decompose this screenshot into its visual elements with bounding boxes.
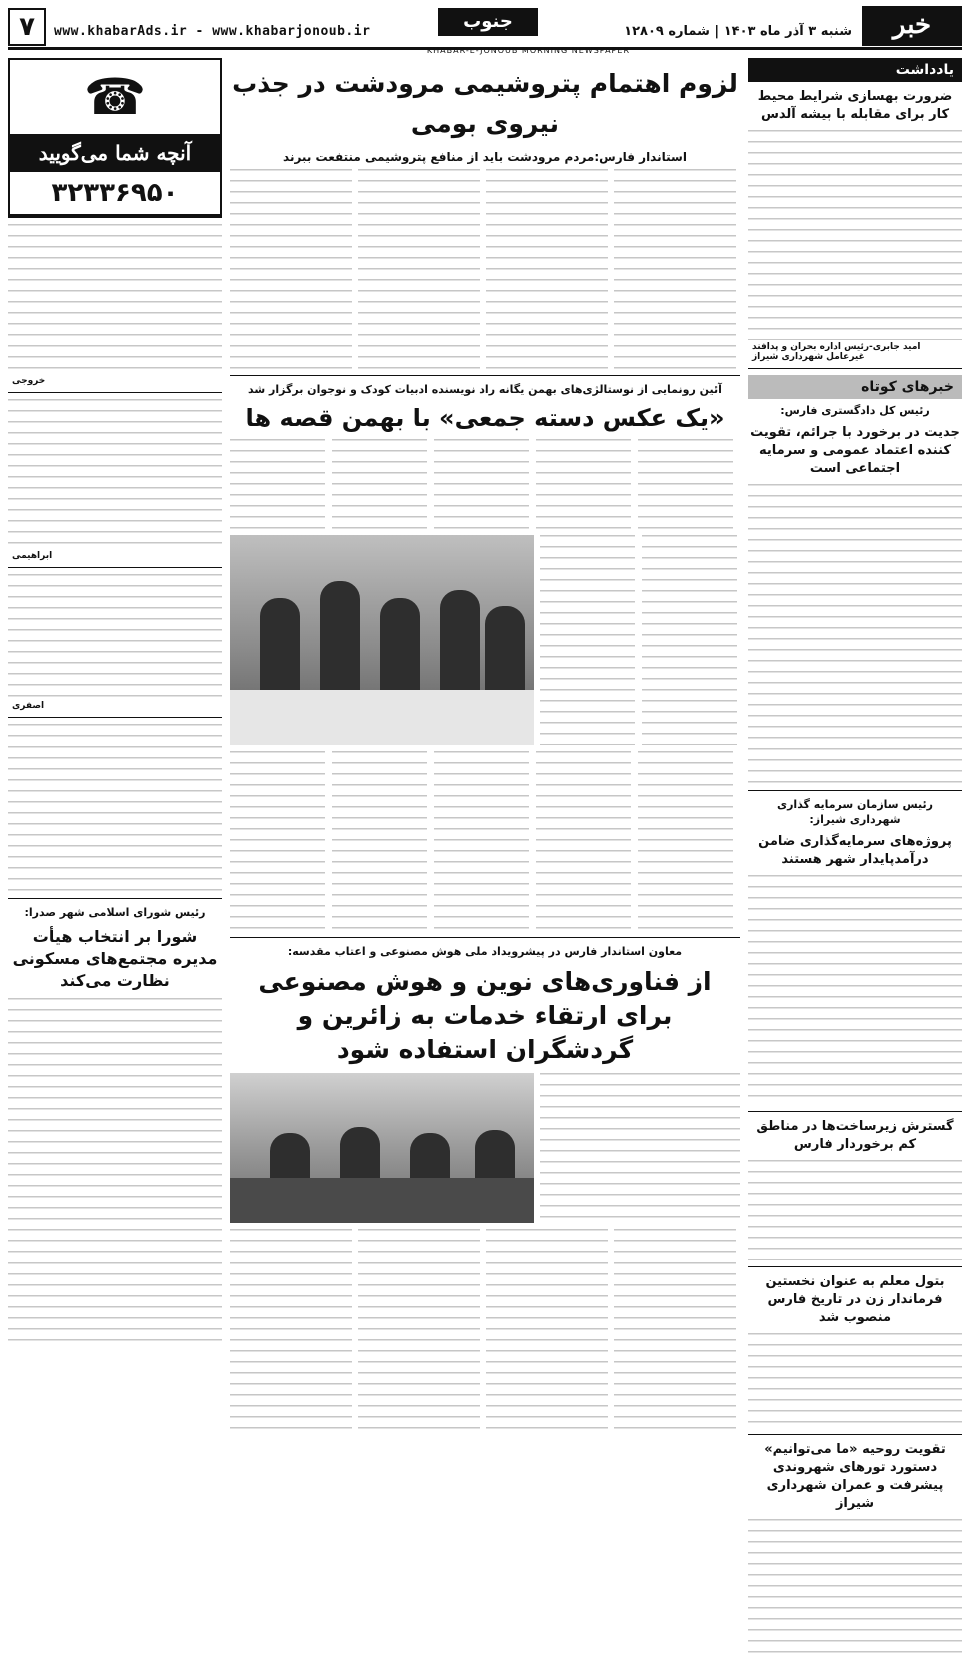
story2-headline: «یک عکس دسته جمعی» با بهمن قصه ها [245,404,725,432]
lead-subhead: استاندار فارس:مردم مرودشت باید از منافع پتروشیمی منتفعت ببرند [283,150,687,164]
left-column [8,58,222,1428]
logo-subtitle: KHABAR-E-JONOUB MORNING NEWSPAPER [426,46,630,55]
telephone-icon: ☎ [10,60,220,134]
story2-kicker: آئین رونمایی از نوستالژی‌های بهمن یگانه راد نویسنده ادبیات کودک و نوجوان برگزار شد [248,383,722,396]
brief2-body [748,875,962,1105]
main-column [230,58,740,1428]
brief1-kicker: رئیس کل دادگستری فارس: [780,404,930,417]
brief-header: خبرهای کوتاه [748,375,962,399]
story3-body [230,1229,740,1434]
story2-body-bottom [230,751,740,931]
brief3-body [748,1160,962,1260]
council-body [8,998,222,1343]
brief1-body [748,484,962,784]
lead-headline: لزوم اهتمام پتروشیمی مرودشت در جذب نیروی بومی [232,69,738,138]
ad-phone-number[interactable]: ۳۲۳۳۶۹۵۰ [10,172,220,216]
feedback-sign-1: خروجی [12,376,46,386]
story3-headline: از فناوری‌های نوین و هوش مصنوعی برای ارتقاء خدمات به زائرین و گردشگران استفاده شود [258,967,712,1064]
site-url[interactable]: www.khabarAds.ir - www.khabarjonoub.ir [54,24,371,39]
brief2-kicker: رئیس سازمان سرمایه گذاری شهرداری شیراز: [777,798,933,826]
brief5-headline: تقویت روحیه «ما می‌توانیم» دستورد تورهای شهروندی پیشرفت و عمران شهرداری شیراز [764,1442,946,1511]
conference-photo [230,1073,534,1223]
brief3-headline: گسترش زیرساخت‌ها در مناطق کم برخوردار فارس [756,1119,954,1152]
story3-body-side [540,1073,740,1223]
feedback-sign-2: ابراهیمی [12,551,53,561]
reader-feedback-ad [8,58,222,218]
note-headline: ضرورت بهسازی شرایط محیط کار برای مقابله با بیشه آلدس [757,89,953,122]
lead-body [230,169,740,369]
story2-body-top [230,439,740,531]
note-signature: امید جابری-رئیس اداره بحران و پدافند غیرعامل شهرداری شیراز [752,342,921,362]
note-header: یادداشت [748,58,962,82]
brief4-headline: بتول معلم به عنوان نخستین فرماندار زن در تاریخ فارس منصوب شد [765,1274,945,1325]
section-label: جنوب [438,8,538,36]
story2-body-side [540,535,740,745]
masthead [8,6,962,50]
brief5-body [748,1519,962,1659]
feedback-item-3 [8,574,222,699]
newspaper-logo: خبر [862,6,962,46]
right-column [748,58,962,1511]
brief2-headline: پروژه‌های سرمایه‌گذاری ضامن درآمدپایدار شهر هستند [758,834,952,867]
council-headline: شورا بر انتخاب هیأت مدیره مجتمع‌های مسکونی نظارت می‌کند [12,927,218,990]
brief1-headline: جدیت در برخورد با جرائم، تقویت کننده اعتماد عمومی و سرمایه اجتماعی است [750,425,960,476]
feedback-item-2 [8,399,222,549]
note-body [748,130,962,340]
feedback-item-1 [8,224,222,374]
ad-title: آنچه شما می‌گویید [10,134,220,172]
council-kicker: رئیس شورای اسلامی شهر صدرا: [24,906,206,919]
left-continued-text [8,724,222,892]
story3-kicker: معاون استاندار فارس در پیشرویداد ملی هوش مصنوعی و اعتاب مقدسه: [287,945,683,958]
brief4-body [748,1333,962,1428]
feedback-sign-3: اصفری [12,701,45,711]
page-number: ۷ [8,8,46,46]
date-issue: شنبه ۳ آذر ماه ۱۴۰۳ | شماره ۱۲۸۰۹ [624,24,852,39]
ceremony-photo [230,535,534,745]
